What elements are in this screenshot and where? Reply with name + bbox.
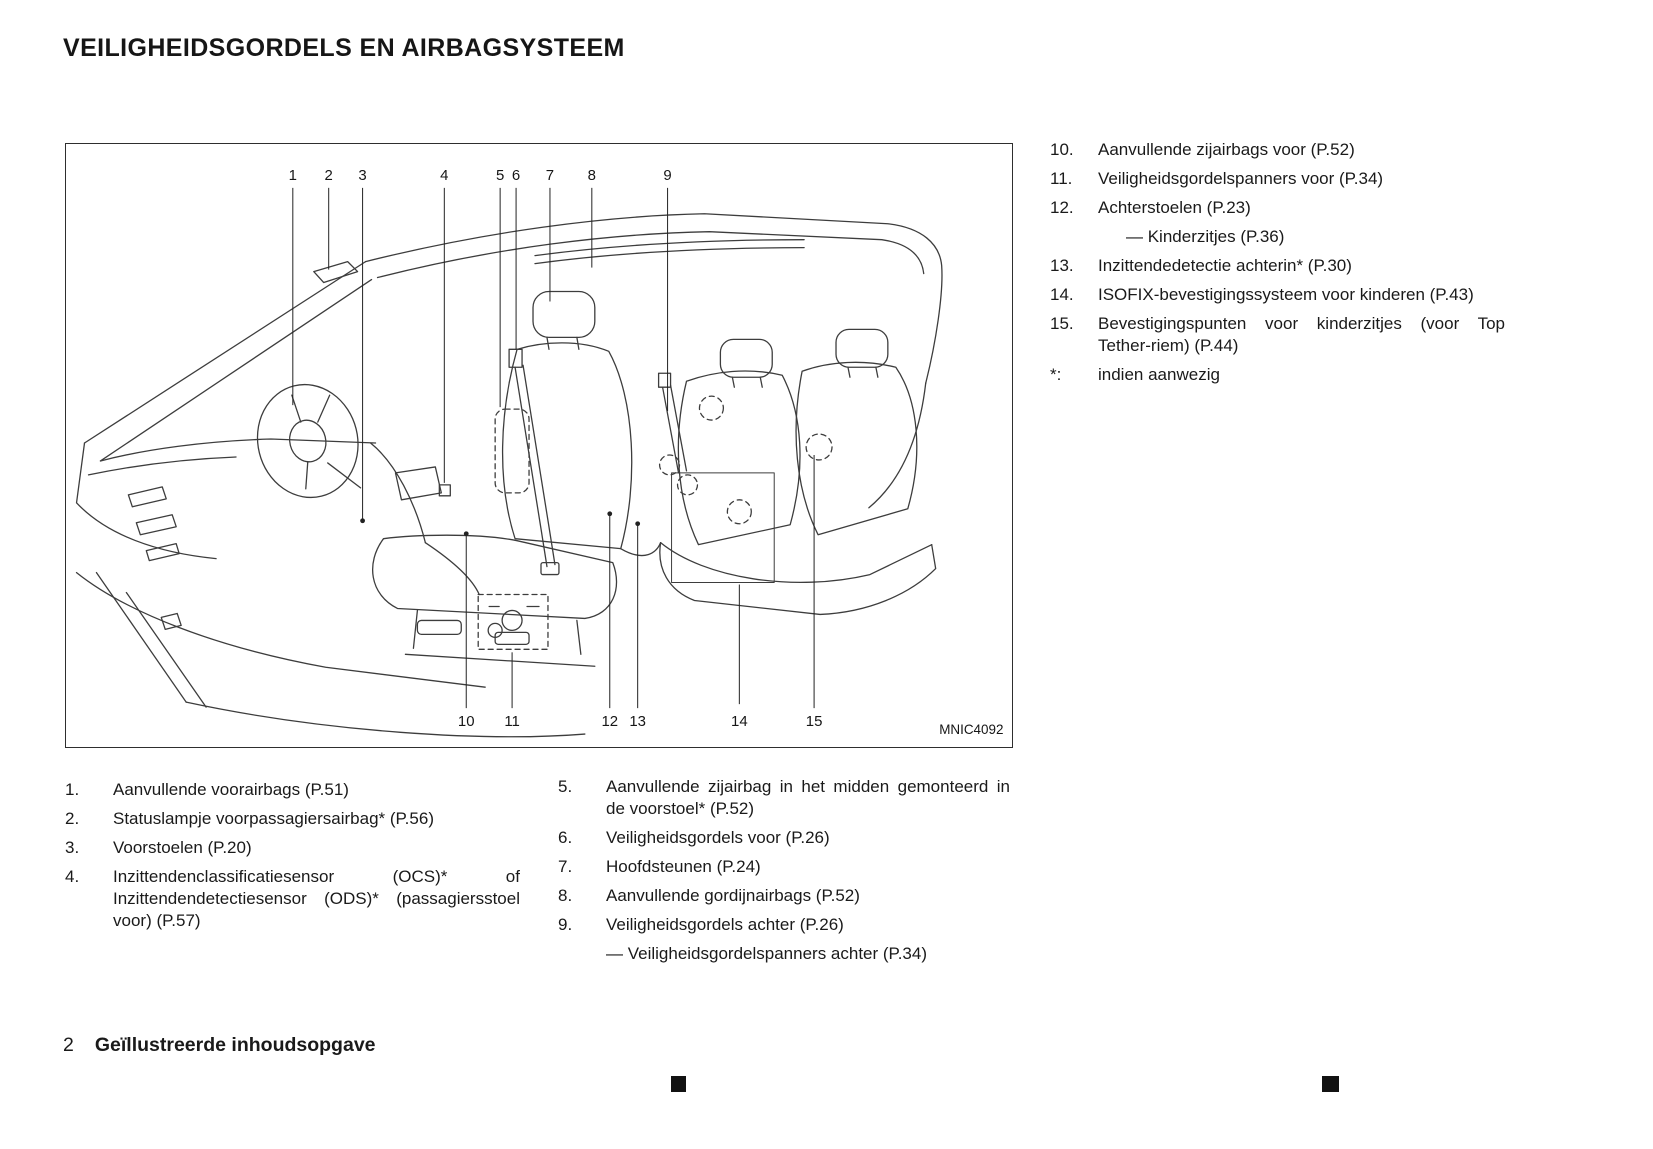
legend-item [558, 914, 1010, 936]
legend-right [1050, 139, 1505, 393]
figure-callout-14: 14 [731, 713, 748, 731]
legend-item [558, 885, 1010, 907]
figure-callout-15: 15 [805, 713, 823, 731]
figure-code: MNIC4092 [939, 722, 1004, 738]
figure-callout-6: 6 [511, 166, 521, 184]
legend-item-text: — Veiligheidsgordelspanners achter (P.34) [606, 944, 927, 963]
legend-item-number: *: [1050, 365, 1062, 384]
legend-subitem [558, 943, 1010, 965]
legend-item-number: 1. [65, 780, 80, 799]
legend-item-number: 6. [558, 828, 573, 847]
legend-item-text: indien aanwezig [1098, 365, 1220, 384]
figure-callout-1: 1 [288, 166, 297, 184]
legend-item [1050, 364, 1505, 386]
legend-item [1050, 313, 1505, 357]
print-mark [1322, 1076, 1339, 1092]
legend-item-text: Aanvullende zijairbag in het midden gemonteerd in de voorstoel* (P.52) [606, 777, 1010, 818]
legend-item-number: 12. [1050, 198, 1074, 217]
legend-item [558, 827, 1010, 849]
figure-callout-4: 4 [440, 166, 449, 184]
legend-item-text: Bevestigingspunten voor kinderzitjes (voor Top Tether-riem) (P.44) [1098, 314, 1505, 355]
legend-item-text: Aanvullende voorairbags (P.51) [113, 780, 349, 799]
legend-item-number: 5. [558, 777, 573, 796]
legend-item-text: Inzittendenclassificatiesensor (OCS)* of Inzittendendetectiesensor (ODS)* (passagiersstoel voor) (P.57) [113, 867, 520, 930]
figure-callout-9: 9 [663, 166, 672, 184]
legend-subitem [1050, 226, 1505, 248]
callout-lines [293, 188, 814, 708]
legend-left [65, 779, 520, 939]
legend-item-text: Veiligheidsgordels achter (P.26) [606, 915, 844, 934]
legend-item-number: 15. [1050, 314, 1074, 333]
legend-item-number: 11. [1050, 169, 1073, 188]
legend-item-text: Voorstoelen (P.20) [113, 838, 252, 857]
legend-item-number: 8. [558, 886, 573, 905]
legend-item-text: Veiligheidsgordels voor (P.26) [606, 828, 830, 847]
legend-item [1050, 197, 1505, 219]
figure-callout-12: 12 [601, 713, 619, 731]
legend-item [1050, 139, 1505, 161]
legend-item-number: 3. [65, 838, 80, 857]
figure-callout-11: 11 [504, 713, 520, 731]
cabin-outline-art [77, 214, 942, 737]
legend-item-number: 10. [1050, 140, 1074, 159]
figure-callout-8: 8 [587, 166, 596, 184]
chapter-title: Geïllustreerde inhoudsopgave [94, 1034, 376, 1056]
legend-item [65, 808, 520, 830]
legend-item-text: ISOFIX-bevestigingssysteem voor kinderen (P.43) [1098, 285, 1474, 304]
legend-item [1050, 255, 1505, 277]
legend-item-text: Veiligheidsgordelspanners voor (P.34) [1098, 169, 1384, 188]
legend-item [558, 776, 1010, 820]
legend-item [65, 837, 520, 859]
legend-middle [558, 776, 1010, 972]
legend-item-text: Statuslampje voorpassagiersairbag* (P.56) [113, 809, 434, 828]
page-number: 2 [63, 1034, 74, 1056]
legend-item [1050, 284, 1505, 306]
front-seat-art [373, 292, 632, 667]
figure-callout-5: 5 [495, 166, 505, 184]
car-interior-illustration [66, 144, 1012, 747]
dashboard-art [77, 262, 480, 595]
legend-item-text: — Kinderzitjes (P.36) [1126, 227, 1285, 246]
legend-item [65, 866, 520, 932]
legend-item-number [558, 943, 606, 965]
legend-item [558, 856, 1010, 878]
legend-item-text: Aanvullende zijairbags voor (P.52) [1098, 140, 1355, 159]
figure-callout-13: 13 [629, 713, 646, 731]
page-footer [63, 1034, 376, 1057]
figure-callout-2: 2 [324, 166, 333, 184]
legend-item-number: 7. [558, 857, 573, 876]
legend-item-text: Aanvullende gordijnairbags (P.52) [606, 886, 860, 905]
legend-item-number: 14. [1050, 285, 1074, 304]
legend-item [1050, 168, 1505, 190]
legend-item-text: Inzittendedetectie achterin* (P.30) [1098, 256, 1352, 275]
legend-item-number [1050, 226, 1098, 248]
print-mark [671, 1076, 686, 1092]
figure-box [65, 143, 1013, 748]
figure-callout-7: 7 [545, 166, 555, 184]
legend-item-number: 13. [1050, 256, 1074, 275]
legend-item-number: 2. [65, 809, 80, 828]
legend-item-text: Achterstoelen (P.23) [1098, 198, 1251, 217]
legend-item-number: 9. [558, 915, 573, 934]
legend-item-number: 4. [65, 867, 80, 886]
legend-item-text: Hoofdsteunen (P.24) [606, 857, 761, 876]
figure-callout-3: 3 [358, 166, 367, 184]
figure-callout-10: 10 [457, 713, 475, 731]
page-title: VEILIGHEIDSGORDELS EN AIRBAGSYSTEEM [63, 34, 625, 62]
legend-item [65, 779, 520, 801]
